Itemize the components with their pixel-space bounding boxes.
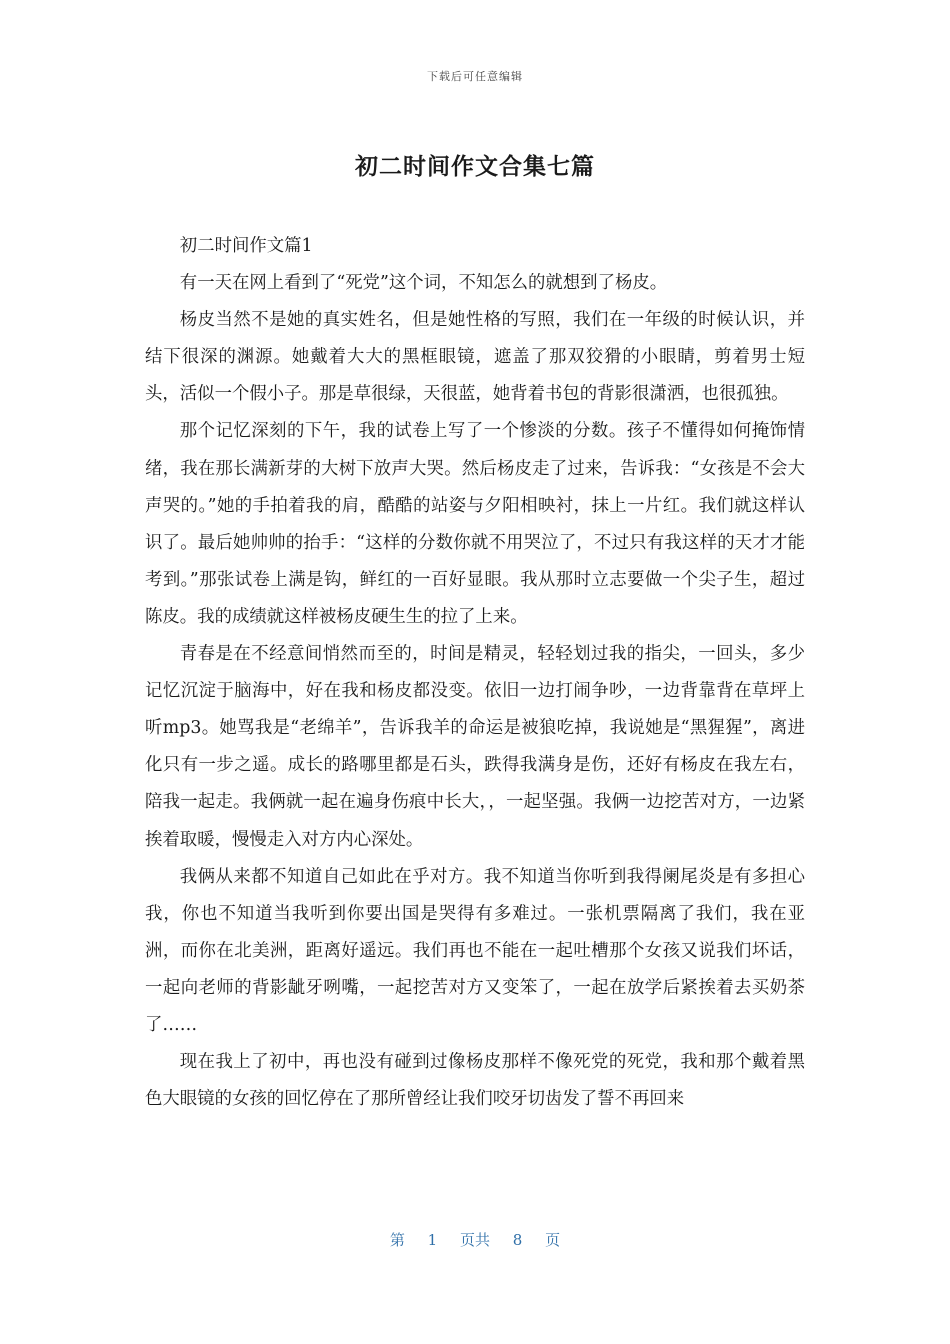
page-total-word: 页共 [459,1231,490,1249]
section-heading: 初二时间作文篇1 [179,236,313,256]
document-body [145,228,805,1118]
header-note: 下载后可任意编辑 [427,70,523,83]
page-word: 第 [389,1231,405,1249]
paragraph: 我俩从来都不知道自己如此在乎对方。我不知道当你听到我得阑尾炎是有多担心我，你也不知道当我听到你要出国是哭得有多难过。一张机票隔离了我们，我在亚洲，而你在北美洲，距离好遥远。我们再也不能在一起吐槽那个女孩又说我们坏话，一起向老师的背影龇牙咧嘴，一起挖苦对方又变笨了，一起在放学后紧挨着去买奶茶了…… [145,866,805,1035]
total-pages-number: 8 [512,1231,523,1249]
paragraph: 青春是在不经意间悄然而至的，时间是精灵，轻轻划过我的指尖，一回头，多少记忆沉淀于脑海中，好在我和杨皮都没变。依旧一边打闹争吵，一边背靠背在草坪上听mp3。她骂我是“老绵羊”，告诉我羊的命运是被狼吃掉，我说她是“黑猩猩”，离进化只有一步之遥。成长的路哪里都是石头，跌得我满身是伤，还好有杨皮在我左右，陪我一起走。我俩就一起在遍身伤痕中长大，，一起坚强。我俩一边挖苦对方，一边紧挨着取暖，慢慢走入对方内心深处。 [145,644,805,850]
paragraph: 那个记忆深刻的下午，我的试卷上写了一个惨淡的分数。孩子不懂得如何掩饰情绪，我在那长满新芽的大树下放声大哭。然后杨皮走了过来，告诉我：“女孩是不会大声哭的。”她的手拍着我的肩，酷酷的站姿与夕阳相映衬，抹上一片红。我们就这样认识了。最后她帅帅的抬手：“这样的分数你就不用哭泣了，不过只有我这样的天才才能考到。”那张试卷上满是钩，鲜红的一百好显眼。我从那时立志要做一个尖子生，超过陈皮。我的成绩就这样被杨皮硬生生的拉了上来。 [145,421,805,627]
page-footer [0,1229,950,1250]
paragraph: 杨皮当然不是她的真实姓名，但是她性格的写照，我们在一年级的时候认识，并结下很深的渊源。她戴着大大的黑框眼镜，遮盖了那双狡猾的小眼睛，剪着男士短头，活似一个假小子。那是草很绿，天很蓝，她背着书包的背影很潇洒，也很孤独。 [145,310,805,405]
paragraph: 有一天在网上看到了“死党”这个词，不知怎么的就想到了杨皮。 [179,273,668,294]
paragraph: 现在我上了初中，再也没有碰到过像杨皮那样不像死党的死党，我和那个戴着黑色大眼镜的女孩的回忆停在了那所曾经让我们咬牙切齿发了誓不再回来 [145,1052,805,1110]
document-title: 初二时间作文合集七篇 [355,154,595,180]
page-end-word: 页 [545,1231,561,1249]
current-page-number: 1 [427,1231,438,1249]
